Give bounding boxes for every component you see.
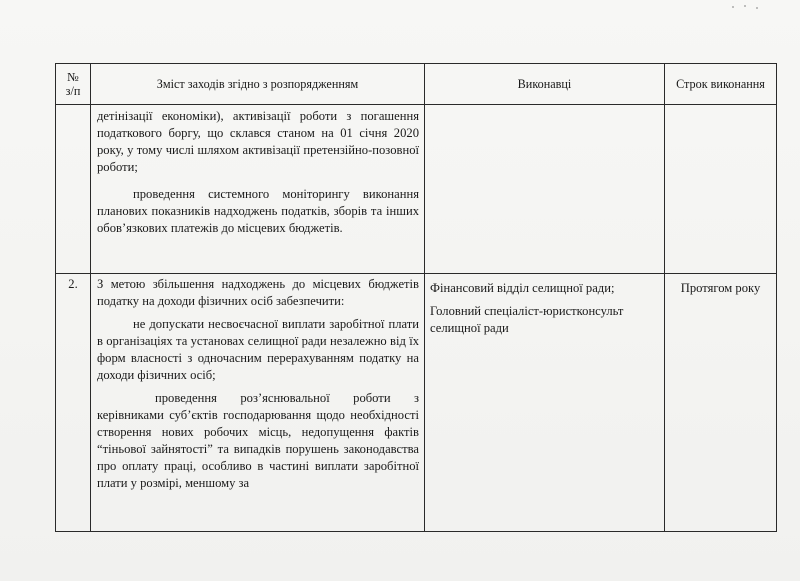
table-row bbox=[56, 274, 777, 532]
row-number bbox=[56, 105, 91, 274]
measure-paragraph: детінізації економіки), активізації роботи з погашення податкового боргу, що склався станом на 01 січня 2020 року, у тому числі шляхом активізації претензійно-позовної роботи; bbox=[97, 109, 419, 174]
scan-specks bbox=[730, 4, 760, 10]
term-cell bbox=[665, 105, 777, 274]
header-content: Зміст заходів згідно з розпорядженням bbox=[91, 64, 425, 105]
table-header-row bbox=[56, 64, 777, 105]
executor-item: Головний спеціаліст-юристконсульт селищної ради bbox=[430, 304, 624, 335]
measure-paragraph: проведення системного моніторингу виконання планових показників надходжень податків, зборів та інших обов’язкових платежів до місцевих бюджетів. bbox=[97, 187, 419, 235]
header-number: № з/п bbox=[56, 64, 91, 105]
executors-cell bbox=[425, 274, 665, 532]
term-cell: Протягом року bbox=[665, 274, 777, 532]
measure-content bbox=[91, 105, 425, 274]
measure-paragraph: З метою збільшення надходжень до місцевих бюджетів податку на доходи фізичних осіб забезпечити: bbox=[97, 277, 419, 308]
header-term: Строк виконання bbox=[665, 64, 777, 105]
table-row bbox=[56, 105, 777, 274]
measure-paragraph: проведення роз’яснювальної роботи з керівниками суб’єктів господарювання щодо необхідності створення нових робочих місць, недопущення фактів “тіньової зайнятості” та випадків порушень законодавства про оплату праці, особливо в частині виплати заробітної плати у розмірі, меншому за bbox=[97, 391, 419, 490]
measure-content bbox=[91, 274, 425, 532]
executor-item: Фінансовий відділ селищної ради; bbox=[430, 281, 615, 295]
measures-table bbox=[55, 63, 777, 532]
header-executors: Виконавці bbox=[425, 64, 665, 105]
measure-paragraph: не допускати несвоєчасної виплати заробітної плати в організаціях та установах селищної ради незалежно від їх форм власності з одночасним перерахуванням податку на доходи фізичних осіб; bbox=[97, 317, 419, 382]
executors-cell bbox=[425, 105, 665, 274]
row-number: 2. bbox=[56, 274, 91, 532]
